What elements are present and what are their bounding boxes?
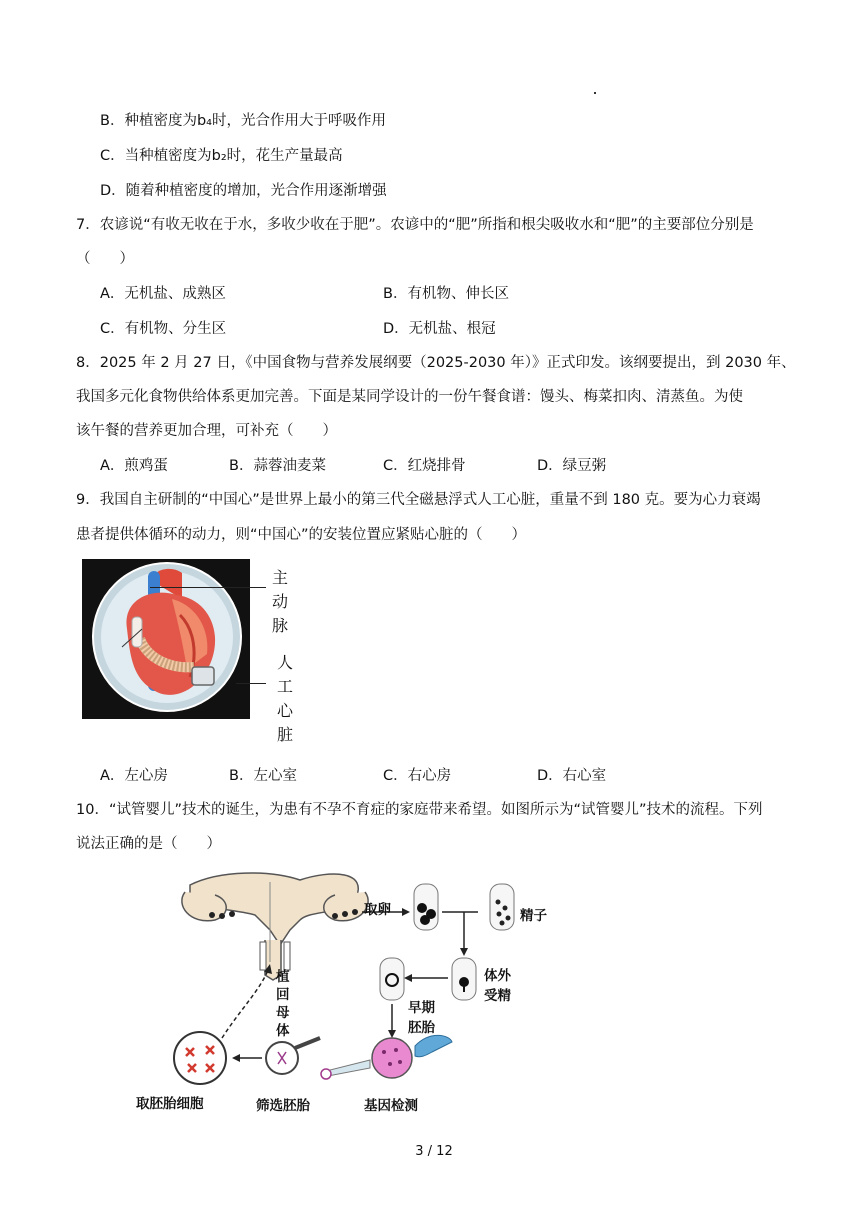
q9-stem-line2: 患者提供体循环的动力，则“中国心”的安装位置应紧贴心脏的（ ）: [76, 527, 527, 543]
q9-stem-line1: 9．我国自主研制的“中国心”是世界上最小的第三代全磁悬浮式人工心脏，重量不到 180 克。要为心力衰竭: [76, 492, 761, 508]
q8-option-c[interactable]: C．红烧排骨: [383, 458, 466, 474]
in-vitro-fertilization-label-1: 体外: [484, 968, 511, 984]
q7-option-d[interactable]: D．无机盐、根冠: [383, 321, 496, 337]
q8-option-b[interactable]: B．蒜蓉油麦菜: [229, 458, 326, 474]
in-vitro-fertilization-label-2: 受精: [484, 988, 511, 1004]
q8-option-a[interactable]: A．煎鸡蛋: [100, 458, 168, 474]
implant-back-label: 植 回 母 体: [276, 969, 290, 1039]
q8-stem-line1: 8．2025 年 2 月 27 日，《中国食物与营养发展纲要（2025-2030 年）》正式印发。该纲要提出，到 2030 年、: [76, 355, 796, 371]
early-embryo-label-1: 早期: [408, 1000, 435, 1016]
artificial-heart-figure: [82, 559, 250, 719]
screen-embryo-label: 筛选胚胎: [256, 1098, 310, 1114]
early-embryo-label-2: 胚胎: [408, 1020, 435, 1036]
aorta-pointer-line: [150, 587, 266, 588]
q7-option-a[interactable]: A．无机盐、成熟区: [100, 286, 226, 302]
q9-option-a[interactable]: A．左心房: [100, 768, 168, 784]
q6-option-c[interactable]: C．当种植密度为b₂时，花生产量最高: [100, 148, 343, 164]
q7-option-b[interactable]: B．有机物、伸长区: [383, 286, 509, 302]
q8-stem-line2: 我国多元化食物供给体系更加完善。下面是某同学设计的一份午餐食谱：馒头、梅菜扣肉、清蒸鱼。为使: [76, 389, 743, 405]
q10-stem-line2: 说法正确的是（ ）: [76, 836, 221, 852]
page-number: 3 / 12: [415, 1144, 453, 1159]
q6-option-b[interactable]: B．种植密度为b₄时，光合作用大于呼吸作用: [100, 113, 386, 129]
stray-mark: [594, 92, 596, 94]
q9-option-d[interactable]: D．右心室: [537, 768, 607, 784]
q6-option-d[interactable]: D．随着种植密度的增加，光合作用逐渐增强: [100, 183, 387, 199]
heart-illustration: [82, 559, 250, 719]
q7-stem: 7．农谚说“有收无收在于水，多收少收在于肥”。农谚中的“肥”所指和根尖吸收水和“肥”的主要部位分别是: [76, 217, 754, 233]
aorta-label: 主 动 脉: [271, 568, 288, 635]
take-egg-label: 取卵: [364, 902, 391, 918]
q7-option-c[interactable]: C．有机物、分生区: [100, 321, 227, 337]
q10-stem-line1: 10．“试管婴儿”技术的诞生，为患有不孕不育症的家庭带来希望。如图所示为“试管婴儿”技术的流程。下列: [76, 802, 763, 818]
artificial-heart-label: 人 工 心 脏: [276, 653, 293, 744]
q9-option-c[interactable]: C．右心房: [383, 768, 452, 784]
q9-option-b[interactable]: B．左心室: [229, 768, 297, 784]
q8-stem-line3: 该午餐的营养更加合理，可补充（ ）: [76, 423, 337, 439]
take-embryo-cells-label: 取胚胎细胞: [136, 1096, 204, 1112]
q8-option-d[interactable]: D．绿豆粥: [537, 458, 607, 474]
artificial-heart-pointer-line: [236, 683, 266, 684]
gene-test-label: 基因检测: [364, 1098, 418, 1114]
sperm-label: 精子: [520, 908, 547, 924]
q7-answer-blank: （ ）: [76, 251, 134, 267]
